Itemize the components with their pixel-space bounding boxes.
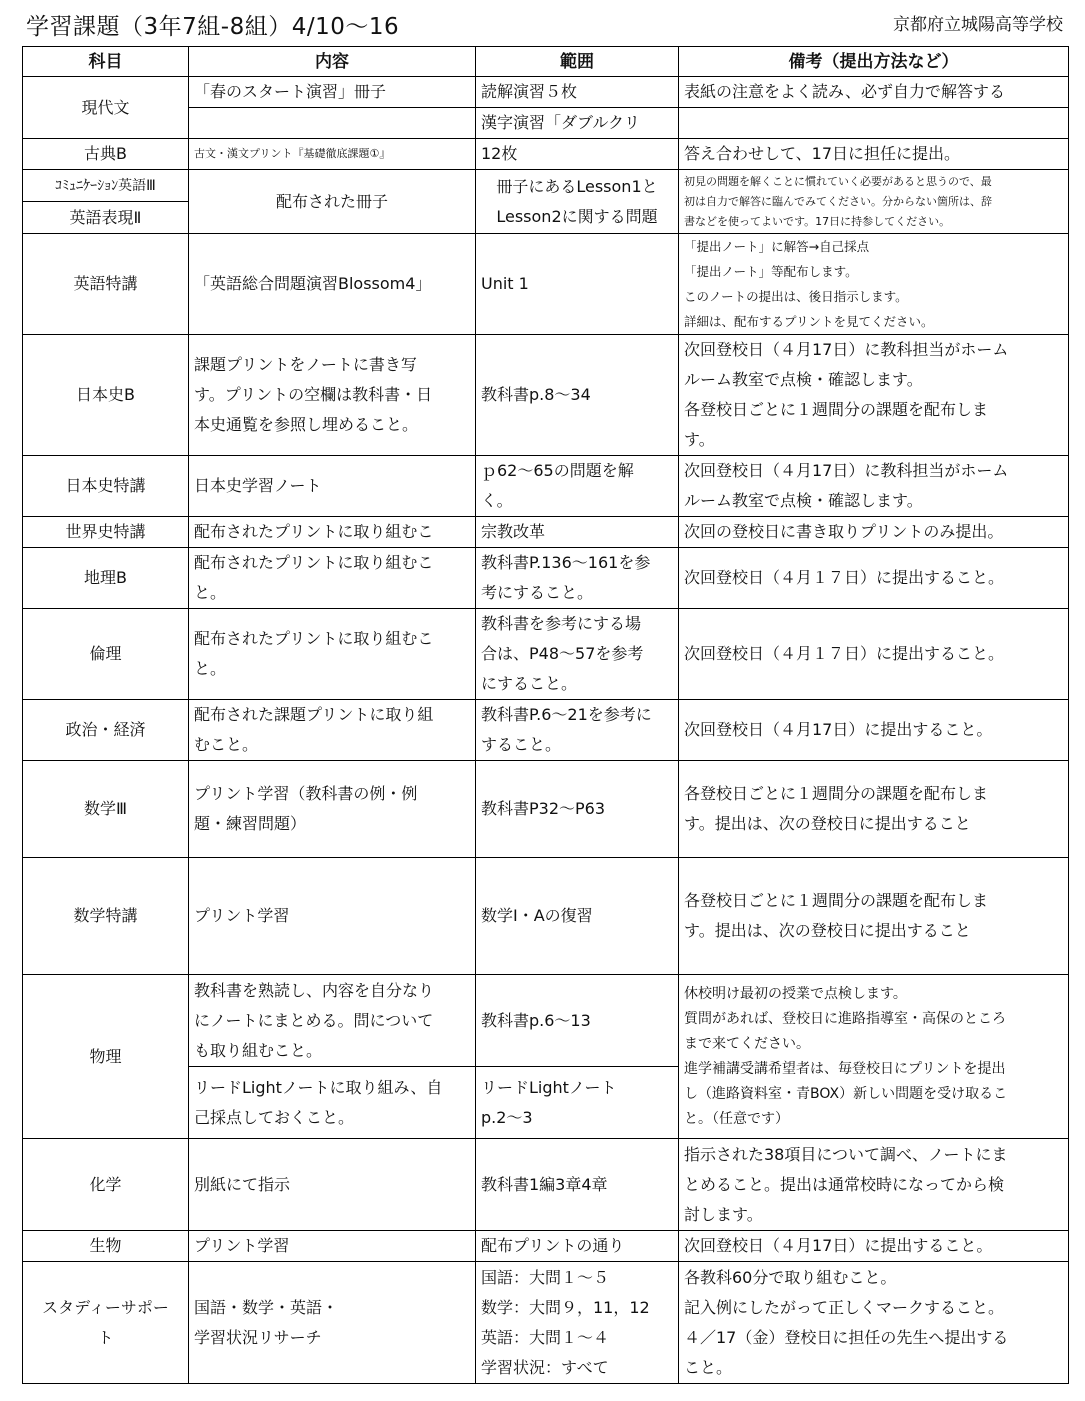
note-cell: 各登校日ごとに１週間分の課題を配布しま す。提出は、次の登校日に提出すること xyxy=(679,761,1069,858)
content-cell: 日本史学習ノート xyxy=(189,456,476,517)
table-row xyxy=(23,456,1069,517)
range-cell: 教科書p.8～34 xyxy=(476,335,679,456)
subject-cell: 数学特講 xyxy=(23,858,189,975)
note-cell: 次回の登校日に書き取りプリントのみ提出。 xyxy=(679,517,1069,548)
subject-cell: 世界史特講 xyxy=(23,517,189,548)
subject-cell: 日本史特講 xyxy=(23,456,189,517)
assignment-table xyxy=(22,46,1069,1384)
note-cell: 休校明け最初の授業で点検します。 質問があれば、登校日に進路指導室・高保のところ まで来てください。 進学補講受講希望者は、毎登校日にプリントを提出 し（進路資料室・青BOX）新しい問題を受け取るこ と。（任意です） xyxy=(679,975,1069,1139)
table-row xyxy=(23,700,1069,761)
content-cell: 課題プリントをノートに書き写 す。プリントの空欄は教科書・日 本史通覧を参照し埋めること。 xyxy=(189,335,476,456)
note-cell: 次回登校日（４月17日）に提出すること。 xyxy=(679,700,1069,761)
range-cell: 教科書p.6～13 xyxy=(476,975,679,1067)
range-cell: 12枚 xyxy=(476,139,679,170)
range-cell: 教科書を参考にする場 合は、P48～57を参考 にすること。 xyxy=(476,609,679,700)
note-cell: 次回登校日（４月17日）に提出すること。 xyxy=(679,1231,1069,1262)
school-name: 京都府立城陽高等学校 xyxy=(893,15,1063,35)
subject-cell: 英語特講 xyxy=(23,234,189,335)
table-row xyxy=(23,1262,1069,1384)
table-row xyxy=(23,975,1069,1067)
content-cell: 配布された冊子 xyxy=(189,170,476,234)
note-cell: 次回登校日（４月17日）に教科担当がホーム ルーム教室で点検・確認します。 xyxy=(679,456,1069,517)
table-header-row xyxy=(23,47,1069,77)
note-cell: 次回登校日（４月１７日）に提出すること。 xyxy=(679,609,1069,700)
content-cell: 配布されたプリントに取り組むこ xyxy=(189,517,476,548)
note-cell: 指示された38項目について調べ、ノートにま とめること。提出は通常校時になってから検 討します。 xyxy=(679,1139,1069,1231)
note-cell: 初見の問題を解くことに慣れていく必要があると思うので、最 初は自力で解答に臨んでみてください。分からない箇所は、辞 書などを使ってよいです。17日に持参してください。 xyxy=(679,170,1069,234)
subject-cell: 倫理 xyxy=(23,609,189,700)
subject-cell: 数学Ⅲ xyxy=(23,761,189,858)
range-cell: 教科書1編3章4章 xyxy=(476,1139,679,1231)
table-row xyxy=(23,1139,1069,1231)
table-row xyxy=(23,77,1069,108)
range-cell: ｐ62～65の問題を解 く。 xyxy=(476,456,679,517)
note-cell: 表紙の注意をよく読み、必ず自力で解答する xyxy=(679,77,1069,108)
note-cell: 次回登校日（４月17日）に教科担当がホーム ルーム教室で点検・確認します。 各登校日ごとに１週間分の課題を配布しま す。 xyxy=(679,335,1069,456)
note-cell: 各教科60分で取り組むこと。 記入例にしたがって正しくマークすること。 ４／17（金）登校日に担任の先生へ提出する こと。 xyxy=(679,1262,1069,1384)
table-row xyxy=(23,609,1069,700)
note-cell: 答え合わせして、17日に担任に提出。 xyxy=(679,139,1069,170)
range-cell: 国語：大問１～５ 数学：大問９，11，12 英語：大問１～４ 学習状況：すべて xyxy=(476,1262,679,1384)
subject-cell: 政治・経済 xyxy=(23,700,189,761)
content-cell: 配布されたプリントに取り組むこ と。 xyxy=(189,609,476,700)
subject-cell: 古典B xyxy=(23,139,189,170)
content-cell: 別紙にて指示 xyxy=(189,1139,476,1231)
content-cell: 配布された課題プリントに取り組 むこと。 xyxy=(189,700,476,761)
column-header-range: 範囲 xyxy=(476,47,679,77)
range-cell: 配布プリントの通り xyxy=(476,1231,679,1262)
content-cell: 古文・漢文プリント『基礎徹底課題①』 xyxy=(189,139,476,170)
note-cell xyxy=(679,108,1069,139)
content-cell: プリント学習（教科書の例・例 題・練習問題） xyxy=(189,761,476,858)
page-title: 学習課題（3年7組-8組）4/10～16 xyxy=(26,14,400,40)
range-cell: 宗教改革 xyxy=(476,517,679,548)
subject-cell: 生物 xyxy=(23,1231,189,1262)
subject-cell: 日本史B xyxy=(23,335,189,456)
range-cell: リードLightノート p.2～3 xyxy=(476,1067,679,1139)
table-row xyxy=(23,170,1069,202)
column-header-subject: 科目 xyxy=(23,47,189,77)
range-cell: 教科書P32～P63 xyxy=(476,761,679,858)
content-cell: プリント学習 xyxy=(189,858,476,975)
content-cell xyxy=(189,108,476,139)
table-row xyxy=(23,858,1069,975)
subject-cell: 現代文 xyxy=(23,77,189,139)
note-cell: 各登校日ごとに１週間分の課題を配布しま す。提出は、次の登校日に提出すること xyxy=(679,858,1069,975)
content-cell: 教科書を熟読し、内容を自分なり にノートにまとめる。問について も取り組むこと。 xyxy=(189,975,476,1067)
table-row xyxy=(23,761,1069,858)
content-cell: 「春のスタート演習」冊子 xyxy=(189,77,476,108)
range-cell: 冊子にあるLesson1と Lesson2に関する問題 xyxy=(476,170,679,234)
table-row xyxy=(23,139,1069,170)
content-cell: 「英語総合問題演習Blossom4」 xyxy=(189,234,476,335)
content-cell: プリント学習 xyxy=(189,1231,476,1262)
content-cell: リードLightノートに取り組み、自 己採点しておくこと。 xyxy=(189,1067,476,1139)
note-cell: 次回登校日（４月１７日）に提出すること。 xyxy=(679,548,1069,609)
range-cell: 数学Ⅰ・Aの復習 xyxy=(476,858,679,975)
content-cell: 国語・数学・英語・ 学習状況リサーチ xyxy=(189,1262,476,1384)
range-cell: 漢字演習「ダブルクリ xyxy=(476,108,679,139)
range-cell: 読解演習５枚 xyxy=(476,77,679,108)
column-header-content: 内容 xyxy=(189,47,476,77)
subject-cell: 化学 xyxy=(23,1139,189,1231)
range-cell: 教科書P.6～21を参考に すること。 xyxy=(476,700,679,761)
subject-cell: 地理B xyxy=(23,548,189,609)
range-cell: 教科書P.136～161を参 考にすること。 xyxy=(476,548,679,609)
content-cell: 配布されたプリントに取り組むこ と。 xyxy=(189,548,476,609)
subject-cell: スタディーサポー ト xyxy=(23,1262,189,1384)
table-row xyxy=(23,1231,1069,1262)
range-cell: Unit 1 xyxy=(476,234,679,335)
column-header-notes: 備考（提出方法など） xyxy=(679,47,1069,77)
subject-cell: 物理 xyxy=(23,975,189,1139)
subject-cell: 英語表現Ⅱ xyxy=(23,202,189,234)
note-cell: 「提出ノート」に解答→自己採点 「提出ノート」等配布します。 このノートの提出は、後日指示します。 詳細は、配布するプリントを見てください。 xyxy=(679,234,1069,335)
subject-cell: ｺﾐｭﾆｹｰｼｮﾝ英語Ⅲ xyxy=(23,170,189,202)
table-row xyxy=(23,548,1069,609)
table-row xyxy=(23,234,1069,335)
table-row xyxy=(23,335,1069,456)
table-row xyxy=(23,517,1069,548)
